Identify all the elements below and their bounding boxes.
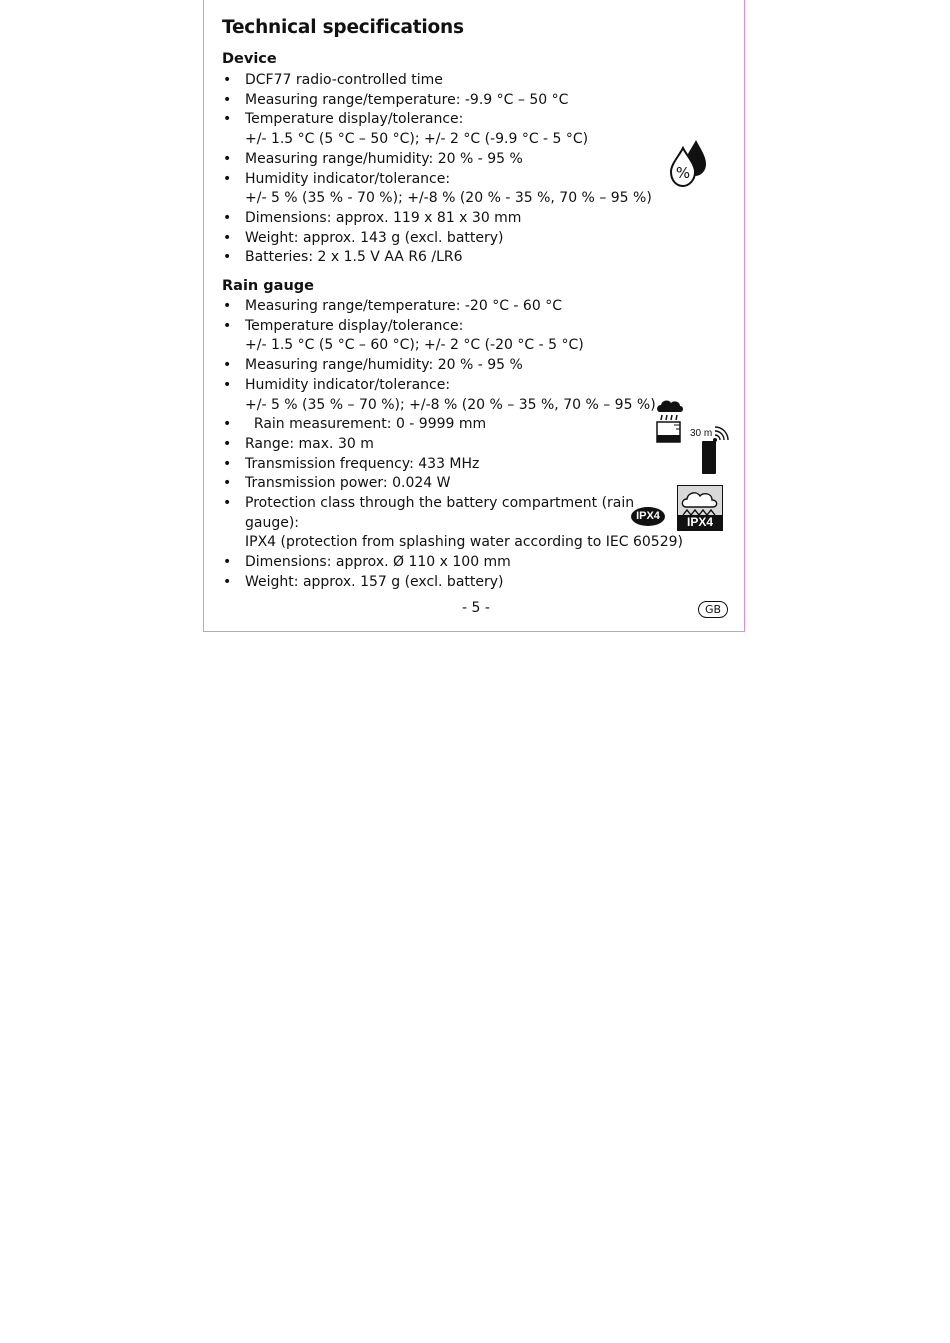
list-item: • Batteries: 2 x 1.5 V AA R6 /LR6 [222, 248, 672, 268]
language-badge: GB [698, 601, 728, 618]
list-item: • Dimensions: approx. Ø 110 x 100 mm [222, 553, 672, 573]
rain-measurement-icon [654, 398, 684, 446]
list-item: • Measuring range/temperature: -9.9 °C – 50 °C [222, 91, 672, 111]
device-heading: Device [222, 51, 277, 67]
list-item: • Protection class through the battery compartment (rain gauge): IPX4 (protection from splashing water according to IEC 60529) [222, 494, 672, 553]
list-item: • Rain measurement: 0 - 9999 mm [222, 415, 672, 435]
list-item: • Temperature display/tolerance: +/- 1.5 °C (5 °C – 60 °C); +/- 2 °C (-20 °C - 5 °C) [222, 317, 672, 356]
list-item: • Temperature display/tolerance: +/- 1.5 °C (5 °C – 50 °C); +/- 2 °C (-9.9 °C - 5 °C) [222, 110, 672, 149]
rain-gauge-heading: Rain gauge [222, 278, 314, 294]
ipx4-badge-label: IPX4 [686, 515, 713, 529]
list-item: • Weight: approx. 157 g (excl. battery) [222, 573, 672, 593]
list-item: • Humidity indicator/tolerance: +/- 5 % (35 % – 70 %); +/-8 % (20 % – 35 %, 70 % – 95 %) [222, 376, 672, 415]
list-item: • Measuring range/humidity: 20 % - 95 % [222, 356, 672, 376]
list-item: • Weight: approx. 143 g (excl. battery) [222, 229, 672, 249]
list-item: • Transmission power: 0.024 W [222, 474, 672, 494]
transmitter-sensor-icon [701, 441, 717, 475]
humidity-drop-icon [668, 138, 708, 188]
page-number: - 5 - [462, 600, 490, 616]
ipx4-oval-badge: IPX4 [631, 507, 665, 526]
list-item: • DCF77 radio-controlled time [222, 71, 672, 91]
svg-text:%: % [675, 164, 691, 182]
device-spec-list [222, 71, 672, 268]
list-item: • Transmission frequency: 433 MHz [222, 455, 672, 475]
rain-gauge-spec-list [222, 297, 683, 593]
range-label: 30 m [690, 428, 713, 439]
page-title: Technical specifications [222, 17, 464, 38]
list-item: • Dimensions: approx. 119 x 81 x 30 mm [222, 209, 672, 229]
list-item: • Measuring range/humidity: 20 % - 95 % [222, 150, 672, 170]
manual-page [203, 0, 745, 632]
list-item: • Humidity indicator/tolerance: +/- 5 % (35 % - 70 %); +/-8 % (20 % - 35 %, 70 % – 95 %) [222, 170, 672, 209]
list-item: • Range: max. 30 m [222, 435, 672, 455]
list-item: • Measuring range/temperature: -20 °C - 60 °C [222, 297, 672, 317]
